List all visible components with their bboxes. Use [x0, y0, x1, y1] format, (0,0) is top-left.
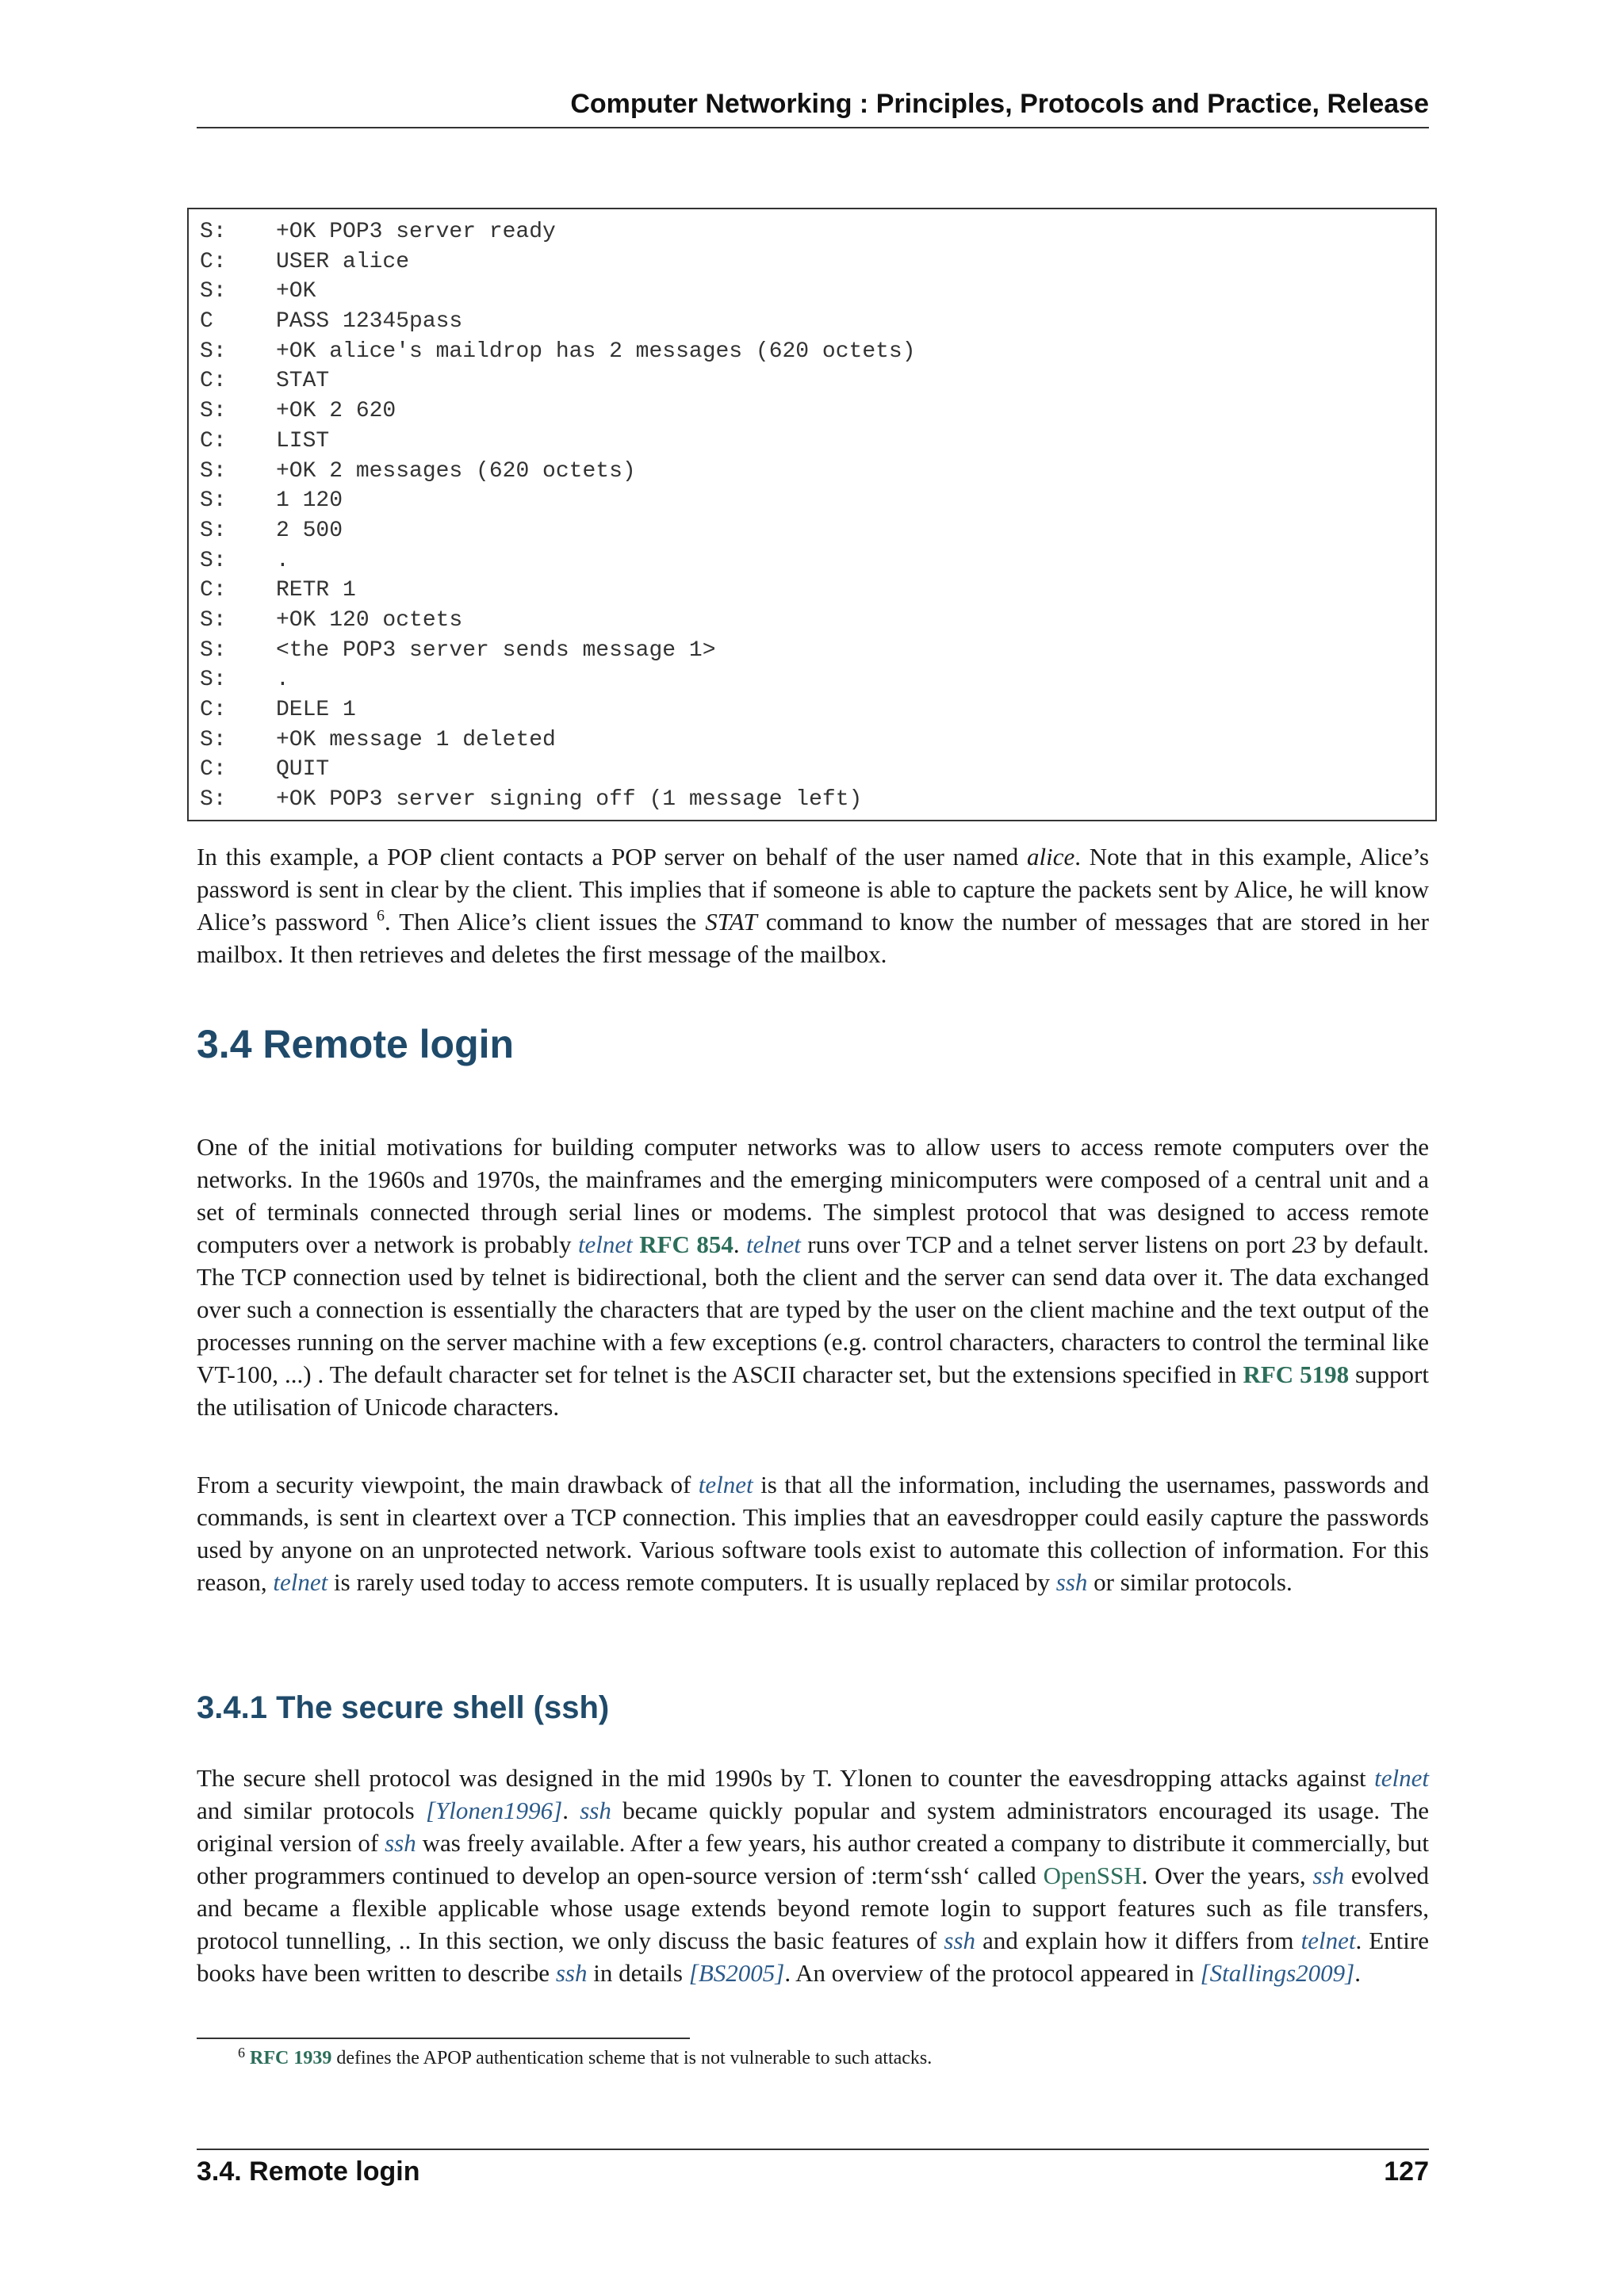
code-line	[189, 427, 1435, 457]
code-message: DELE 1	[276, 698, 356, 722]
link-ssh[interactable]: ssh	[555, 1959, 588, 1987]
paragraph-security	[197, 1468, 1429, 1598]
code-speaker: S:	[200, 339, 227, 364]
link-ssh[interactable]: ssh	[1055, 1568, 1088, 1596]
text: is rarely used today to access remote computers. It is usually replaced by	[327, 1568, 1056, 1596]
text: . Entire books have been written to describe	[197, 1927, 1429, 1987]
code-line	[189, 277, 1435, 307]
term-alice: alice	[1026, 843, 1075, 871]
text: or similar protocols.	[1087, 1568, 1293, 1596]
paragraph-pop-example	[197, 840, 1429, 970]
code-speaker: S:	[200, 607, 227, 633]
code-message: +OK POP3 server signing off (1 message left)	[276, 787, 863, 813]
code-line	[189, 576, 1435, 606]
code-speaker: S:	[200, 548, 227, 573]
code-line	[189, 695, 1435, 725]
text: was freely available. After a few years, his author created a company to distribute it commercially, but other programmers continued to develop an open-source version of :term‘ssh‘ called	[197, 1829, 1429, 1889]
code-message: RETR 1	[276, 578, 356, 603]
text: and explain how it differs from	[975, 1927, 1301, 1954]
code-line	[189, 337, 1435, 367]
code-message: +OK 120 octets	[276, 607, 463, 633]
footnote-number: 6	[238, 2045, 245, 2061]
citation-stallings2009[interactable]: [Stallings2009]	[1200, 1959, 1355, 1987]
footer-section-title: 3.4. Remote login	[197, 2156, 420, 2187]
footnote-text: defines the APOP authentication scheme that is not vulnerable to such attacks.	[331, 2048, 933, 2068]
text: In this example, a POP client contacts a POP server on behalf of the user named	[197, 843, 1027, 871]
code-message: +OK POP3 server ready	[276, 220, 556, 244]
link-ssh[interactable]: ssh	[580, 1797, 611, 1824]
code-speaker: S:	[200, 668, 227, 693]
code-speaker: S:	[200, 488, 227, 514]
code-message: <the POP3 server sends message 1>	[276, 637, 716, 663]
code-line	[189, 516, 1435, 546]
code-line	[189, 636, 1435, 666]
code-message: .	[276, 548, 289, 573]
link-ssh[interactable]: ssh	[944, 1927, 976, 1954]
footer-divider	[197, 2149, 1429, 2150]
term-stat: STAT	[705, 908, 757, 936]
code-message: .	[276, 668, 289, 693]
code-line	[189, 307, 1435, 337]
code-line	[189, 247, 1435, 277]
link-openssh[interactable]: OpenSSH	[1043, 1862, 1142, 1889]
text: . Over the years,	[1141, 1862, 1313, 1889]
text: . An overview of the protocol appeared in	[784, 1959, 1201, 1987]
code-message: PASS 12345pass	[276, 309, 463, 335]
code-message: +OK alice's maildrop has 2 messages (620 octets)	[276, 339, 916, 364]
code-message: +OK 2 messages (620 octets)	[276, 458, 636, 484]
text: became quickly popular and system administrators encouraged its usage. The original version of	[197, 1797, 1429, 1857]
code-speaker: C:	[200, 249, 227, 274]
code-message: QUIT	[276, 757, 330, 783]
code-message: LIST	[276, 428, 330, 453]
citation-ylonen1996[interactable]: [Ylonen1996]	[425, 1797, 563, 1824]
code-line	[189, 755, 1435, 785]
code-message: +OK message 1 deleted	[276, 727, 556, 752]
text: and similar protocols	[197, 1797, 426, 1824]
text: command to know the number of messages that are stored in her mailbox. It then retrieves and deletes the first message of the mailbox.	[197, 908, 1430, 968]
code-line	[189, 665, 1435, 695]
text: . Note that in this example, Alice’s password is sent in clear by the client. This implies that if someone is able to capture the packets sent by Alice, he will know Alice’s password	[197, 843, 1430, 936]
text: is that all the information, including the usernames, passwords and commands, is sent in cleartext over a TCP connection. This implies that an eavesdropper could easily capture the passwords used by anyone on an unprotected network. Various software tools exist to automate this collection of information. For this reason,	[197, 1471, 1429, 1596]
code-speaker: C:	[200, 698, 227, 722]
code-speaker: S:	[200, 458, 227, 484]
link-rfc-5198[interactable]: RFC 5198	[1243, 1360, 1350, 1388]
subsection-heading: 3.4.1 The secure shell (ssh)	[197, 1690, 610, 1725]
citation-bs2005[interactable]: [BS2005]	[688, 1959, 785, 1987]
text: runs over TCP and a telnet server listens on port	[800, 1230, 1293, 1258]
code-line	[189, 217, 1435, 247]
header-divider	[197, 127, 1429, 128]
code-speaker: S:	[200, 518, 227, 543]
code-speaker: S:	[200, 399, 227, 424]
text: . Then Alice’s client issues the	[385, 908, 706, 936]
code-line	[189, 785, 1435, 815]
code-line	[189, 546, 1435, 576]
code-speaker: S:	[200, 787, 227, 813]
code-line	[189, 486, 1435, 516]
section-heading: 3.4 Remote login	[197, 1022, 515, 1066]
footnote-6	[238, 2045, 932, 2071]
link-telnet[interactable]: telnet	[698, 1471, 753, 1498]
text: From a security viewpoint, the main drawback of	[197, 1471, 699, 1498]
link-rfc-1939[interactable]: RFC 1939	[250, 2048, 332, 2068]
link-telnet[interactable]: telnet	[577, 1230, 633, 1258]
footnote-divider	[197, 2038, 690, 2039]
code-speaker: C:	[200, 757, 227, 783]
link-telnet[interactable]: telnet	[1374, 1764, 1429, 1792]
code-speaker: C:	[200, 578, 227, 603]
link-ssh[interactable]: ssh	[385, 1829, 416, 1857]
code-line	[189, 606, 1435, 636]
link-telnet[interactable]: telnet	[746, 1230, 801, 1258]
text: support the utilisation of Unicode characters.	[197, 1360, 1429, 1421]
running-header: Computer Networking : Principles, Protocols and Practice, Release	[570, 89, 1429, 119]
code-speaker: S:	[200, 727, 227, 752]
code-speaker: C:	[200, 428, 227, 453]
code-line	[189, 457, 1435, 487]
code-line	[189, 366, 1435, 396]
pop3-code-block	[187, 208, 1437, 821]
code-speaker: S:	[200, 220, 227, 244]
text: by default. The TCP connection used by telnet is bidirectional, both the client and the server can send data over it. The data exchanged over such a connection is essentially the characters that are typed by the user on the client machine and the text output of the processes running on the server machine with a few exceptions (e.g. control characters, characters to control the terminal like VT-100, ...) . The default character set for telnet is the ASCII character set, but the extensions specified in	[197, 1230, 1430, 1388]
code-message: 2 500	[276, 518, 343, 543]
code-speaker: C:	[200, 369, 227, 394]
text: in details	[587, 1959, 689, 1987]
text: One of the initial motivations for building computer networks was to allow users to access remote computers over the networks. In the 1960s and 1970s, the mainframes and the emerging minicomputers were composed of a central unit and a set of terminals connected through serial lines or modems. The simplest protocol that was designed to access remote computers over a network is probably	[197, 1133, 1429, 1258]
link-telnet[interactable]: telnet	[1300, 1927, 1356, 1954]
text: evolved and became a flexible applicable whose usage extends beyond remote login to support features such as file transfers, protocol tunnelling, .. In this section, we only discuss the basic features of	[197, 1862, 1430, 1954]
code-speaker: S:	[200, 637, 227, 663]
code-line	[189, 725, 1435, 756]
code-message: +OK 2 620	[276, 399, 396, 424]
footnote-ref-6[interactable]: 6	[377, 907, 385, 924]
link-telnet[interactable]: telnet	[273, 1568, 328, 1596]
code-speaker: S:	[200, 279, 227, 304]
port-number: 23	[1292, 1230, 1317, 1258]
text: .	[733, 1230, 747, 1258]
text: .	[562, 1797, 580, 1824]
code-speaker: C	[200, 309, 213, 335]
link-ssh[interactable]: ssh	[1312, 1862, 1345, 1889]
page-number: 127	[1384, 2156, 1429, 2187]
code-message: 1 120	[276, 488, 343, 514]
text: .	[1354, 1959, 1361, 1987]
code-message: STAT	[276, 369, 330, 394]
code-message: USER alice	[276, 249, 410, 274]
code-line	[189, 396, 1435, 427]
code-message: +OK	[276, 279, 316, 304]
link-rfc-854[interactable]: RFC 854	[639, 1230, 733, 1258]
text: The secure shell protocol was designed in the mid 1990s by T. Ylonen to counter the eavesdropping attacks against	[197, 1764, 1375, 1792]
paragraph-ssh	[197, 1762, 1429, 1989]
paragraph-remote-login	[197, 1131, 1429, 1423]
